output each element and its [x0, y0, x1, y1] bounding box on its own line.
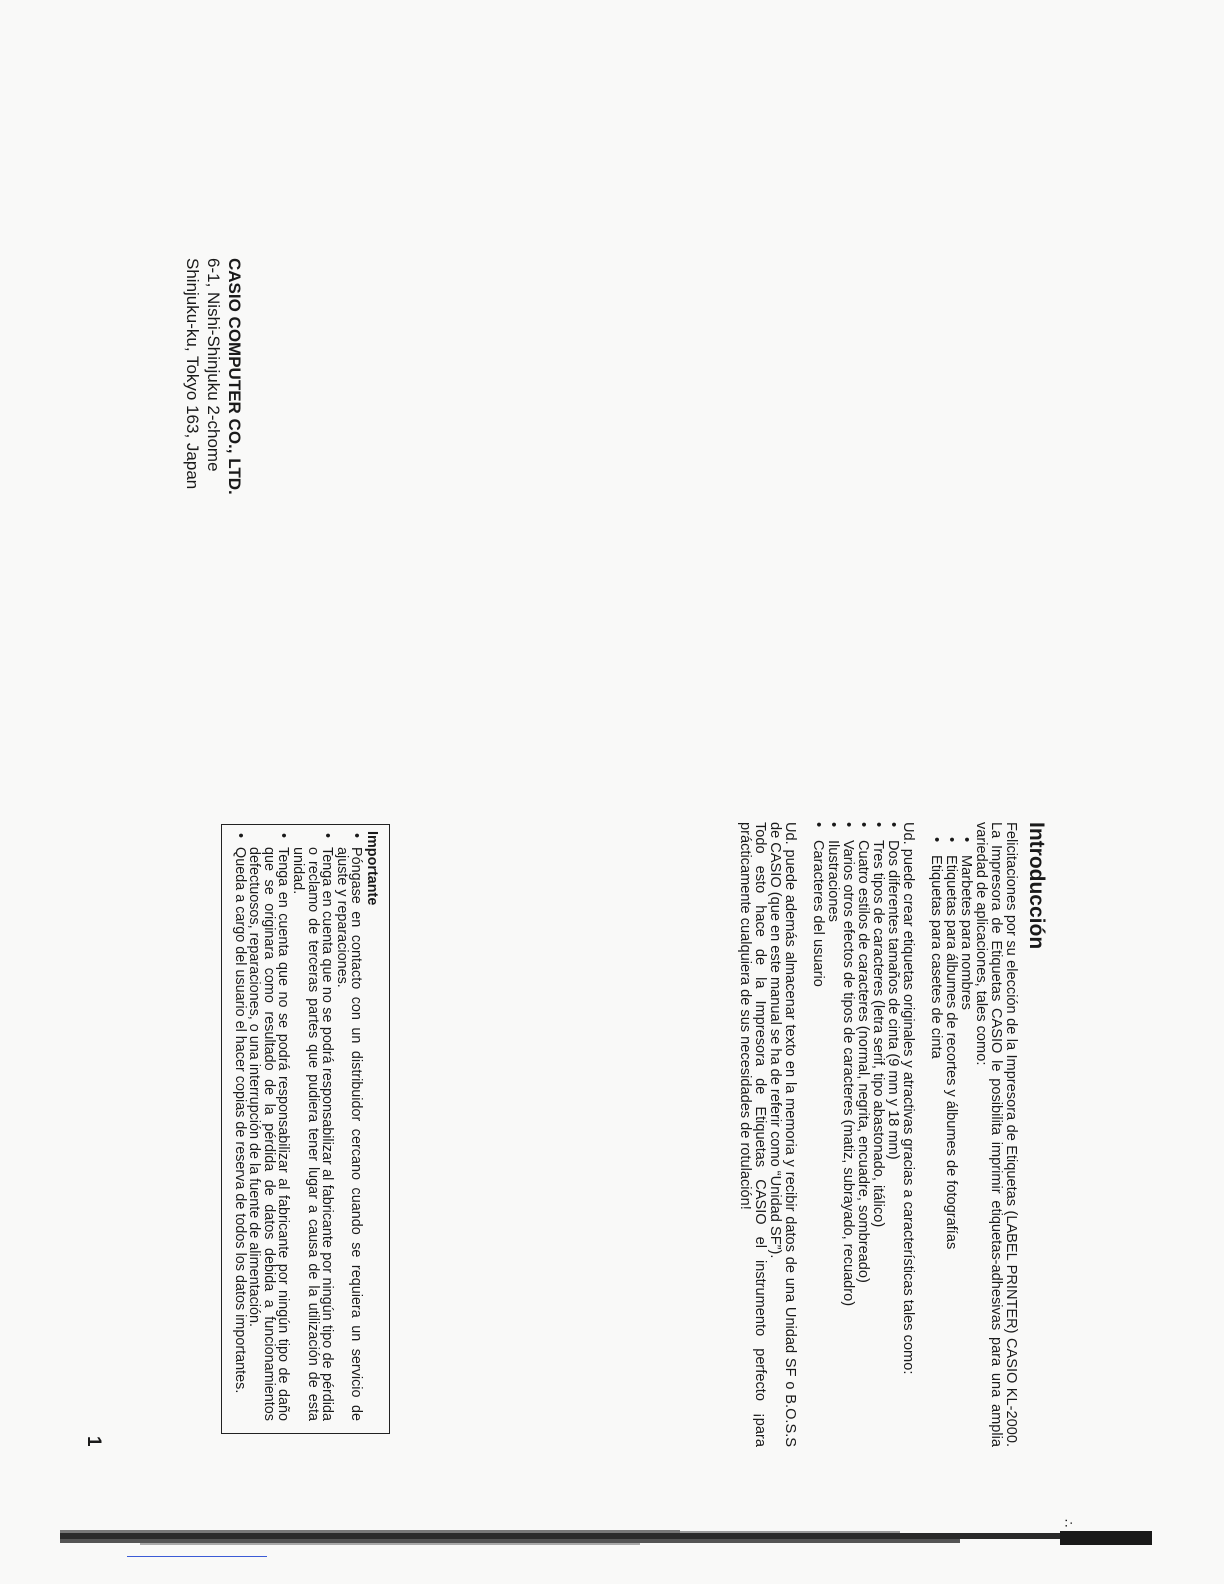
list-item: • Póngase en contacto con un distribuidor cercano cuando se requiera un servicio de ajuste y reparaciones. — [334, 847, 363, 1421]
intro-paragraph-1: Felicitaciones por su elección de la Impresora de Etiquetas (LABEL PRINTER) CASIO KL-2000. La Impresora de Etiquetas CASIO le posibilita imprimir etiquetas-adhesivas para una amplia variedad de aplicaciones, tales como: — [973, 822, 1019, 1447]
list-item: • Tres tipos de caracteres (letra serif, tipo abastonado, itálico) — [870, 840, 885, 1447]
list-item: • Cuatro estilos de caracteres (normal, negrita, encuadre, sombreado) — [855, 840, 870, 1447]
intro-paragraph-3: Ud. puede además almacenar texto en la memoria y recibir datos de una Unidad SF o B.O.S.S de CASIO (que en este manual se ha de referir como “Unidad SF”). — [767, 822, 798, 1447]
intro-paragraph-2: Ud. puede crear etiquetas originales y atractivas gracias a características tales como: — [900, 822, 916, 1375]
address-line-1: 6-1, Nishi-Shinjuku 2-chome — [204, 258, 223, 472]
list-item: • Dos diferentes tamaños de cinta (9 mm y 18 mm) — [885, 840, 900, 1447]
important-list — [232, 831, 363, 1421]
company-address — [182, 258, 245, 518]
list-item: • Marbetes para nombres — [958, 855, 973, 1447]
list-item: • Queda a cargo del usuario el hacer copias de reserva de todos los datos importantes. — [232, 847, 247, 1421]
intro-paragraph-4: Todo esto hace de la Impresora de Etiquetas CASIO el instrumento perfecto ¡para prácticamente cualquiera de sus necesidades de rotulación! — [737, 822, 768, 1447]
scan-mark-icon: ∴ — [1061, 1519, 1076, 1528]
list-item: • Tenga en cuenta que no se podrá responsabilizar al fabricante por ningún tipo de pérdida o reclamo de terceras partes que pudiera tener lugar a causa de la utilización de esta unidad. — [290, 847, 334, 1421]
company-name: CASIO COMPUTER CO., LTD. — [225, 258, 244, 495]
important-title: Importante — [364, 831, 380, 906]
list-item: • Etiquetas para álbumes de recortes y álbumes de fotografías — [943, 855, 958, 1447]
address-line-2: Shinjuku-ku, Tokyo 163, Japan — [183, 258, 202, 490]
list-item: • Tenga en cuenta que no se podrá responsabilizar al fabricante por ningún tipo de daño que se originara como resultado de la pérdida de datos debida a funcionamientos defectuosos, reparaciones, o una interrupción de la fuente de alimentación. — [247, 847, 291, 1421]
features-list — [810, 822, 900, 1447]
intro-title: Introducción — [1025, 822, 1048, 950]
list-item: • Caracteres del usuario — [810, 840, 825, 1447]
page-number: 1 — [83, 1436, 104, 1447]
uses-list — [928, 822, 973, 1447]
blue-edge-line — [127, 1556, 267, 1557]
list-item: • Ilustraciones — [825, 840, 840, 1447]
important-box — [221, 824, 390, 1434]
list-item: • Etiquetas para casetes de cinta — [928, 855, 943, 1447]
scan-edge-bar — [60, 1527, 1152, 1549]
intro-section — [737, 822, 1048, 1447]
list-item: • Varios otros efectos de tipos de caracteres (matiz, subrayado, recuadro) — [840, 840, 855, 1447]
